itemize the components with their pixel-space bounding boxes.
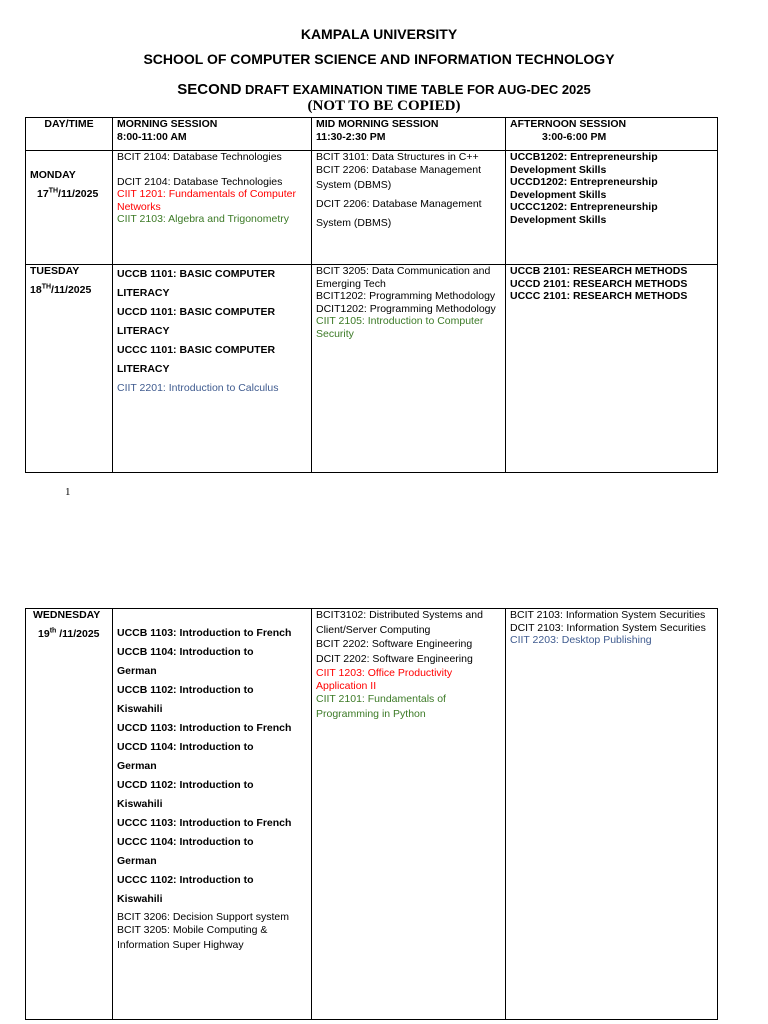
exam-entry: Kiswahili [117,703,163,715]
exam-entry: System (DBMS) [316,217,392,230]
exam-entry: UCCD1202: Entrepreneurship Development Skills [510,176,658,201]
exam-entry: BCIT 3205: Mobile Computing & [117,923,268,936]
exam-entry: UCCD 1101: BASIC COMPUTER [117,306,276,318]
tuesday-mid-cell [312,265,506,473]
exam-entry: DCIT1202: Programming Methodology [316,302,496,315]
exam-entry: UCCD 1104: Introduction to [117,741,254,753]
table-row-monday [26,151,718,265]
exam-entry: BCIT 3206: Decision Support system [117,911,289,923]
exam-entry: Kiswahili [117,893,163,905]
wednesday-afternoon-cell [506,609,718,1020]
table-header-row [26,118,718,151]
exam-entry: System (DBMS) [316,179,392,192]
exam-entry: Client/Server Computing [316,623,431,636]
wednesday-mid-cell [312,609,506,1020]
table-row-wednesday [26,609,718,1020]
exam-entry: LITERACY [117,325,170,337]
exam-entry: UCCB 2101: RESEARCH METHODS [510,265,688,277]
exam-entry: CIIT 2105: Introduction to Computer Security [316,315,484,340]
exam-entry: LITERACY [117,287,170,299]
exam-entry: UCCB 1102: Introduction to [117,684,254,696]
exam-entry: UCCB 1104: Introduction to [117,646,254,658]
tuesday-morning-cell [113,265,312,473]
exam-entry: CIIT 2101: Fundamentals of [316,692,446,705]
exam-entry: Kiswahili [117,798,163,810]
exam-entry: UCCC1202: Entrepreneurship Development Skills [510,201,658,226]
exam-entry: DCIT 2103: Information System Securities [510,621,706,634]
exam-entry: BCIT 2104: Database Technologies [117,151,282,163]
header-mid-morning: MID MORNING SESSION 11:30-2:30 PM [312,118,506,151]
exam-entry: UCCD 1103: Introduction to French [117,722,292,734]
page-number: 1 [65,486,71,498]
day-cell-tuesday: TUESDAY 18TH/11/2025 [26,265,113,473]
exam-entry: DCIT 2206: Database Management [316,198,482,211]
exam-entry: BCIT 2202: Software Engineering [316,638,473,651]
day-cell-wednesday: WEDNESDAY 19th /11/2025 [26,609,113,1020]
exam-entry: CIIT 1201: Fundamentals of Computer Networks [117,188,296,213]
exam-entry: UCCC 1102: Introduction to [117,874,254,886]
header-afternoon: AFTERNOON SESSION 3:00-6:00 PM [506,118,718,151]
table-row-tuesday [26,265,718,473]
title-rest: DRAFT EXAMINATION TIME TABLE FOR AUG-DEC 2025 [241,82,591,97]
exam-entry: UCCC 1103: Introduction to French [117,817,292,829]
header-morning: MORNING SESSION 8:00-11:00 AM [113,118,312,151]
exam-entry: CIIT 1203: Office Productivity Application II [316,667,453,692]
exam-entry: UCCD 2101: RESEARCH METHODS [510,277,688,290]
school-name: SCHOOL OF COMPUTER SCIENCE AND INFORMATION TECHNOLOGY [143,51,615,67]
exam-entry: LITERACY [117,363,170,375]
exam-entry: UCCD 1102: Introduction to [117,779,254,791]
university-name: KAMPALA UNIVERSITY [300,26,458,42]
exam-entry: German [117,760,157,772]
exam-entry: UCCB1202: Entrepreneurship Development Skills [510,151,658,176]
copy-notice: (NOT TO BE COPIED) [307,98,461,114]
exam-entry: DCIT 2202: Software Engineering [316,652,473,665]
wednesday-morning-cell [113,609,312,1020]
timetable-title [0,81,768,98]
title-lead: SECOND [177,81,242,98]
exam-entry: Programming in Python [316,708,426,721]
exam-entry: BCIT 3101: Data Structures in C++ [316,151,479,163]
exam-entry: Information Super Highway [117,939,244,952]
exam-entry: BCIT 2103: Information System Securities [510,609,706,621]
monday-afternoon-cell [506,151,718,265]
exam-entry: BCIT 3205: Data Communication and Emerging Tech [316,265,491,290]
monday-morning-cell [113,151,312,265]
exam-entry: DCIT 2104: Database Technologies [117,175,283,188]
exam-entry: UCCC 1101: BASIC COMPUTER [117,344,276,356]
exam-entry: BCIT 2206: Database Management [316,163,481,176]
exam-entry: German [117,855,157,867]
exam-entry: UCCC 1104: Introduction to [117,836,254,848]
exam-entry: UCCB 1101: BASIC COMPUTER [117,268,276,280]
exam-entry: CIIT 2103: Algebra and Trigonometry [117,213,289,226]
header-daytime: DAY/TIME [26,118,113,151]
timetable-page-2 [25,608,718,1020]
day-cell-monday: MONDAY 17TH/11/2025 [26,151,113,265]
exam-entry: CIIT 2203: Desktop Publishing [510,634,652,647]
monday-mid-cell [312,151,506,265]
exam-entry: German [117,665,157,677]
tuesday-afternoon-cell [506,265,718,473]
exam-entry: UCCB 1103: Introduction to French [117,627,292,639]
timetable-page-1 [25,117,718,473]
exam-entry: BCIT1202: Programming Methodology [316,290,496,303]
exam-entry: UCCC 2101: RESEARCH METHODS [510,290,688,303]
exam-entry: CIIT 2201: Introduction to Calculus [117,382,279,394]
exam-entry: BCIT3102: Distributed Systems and [316,609,483,621]
